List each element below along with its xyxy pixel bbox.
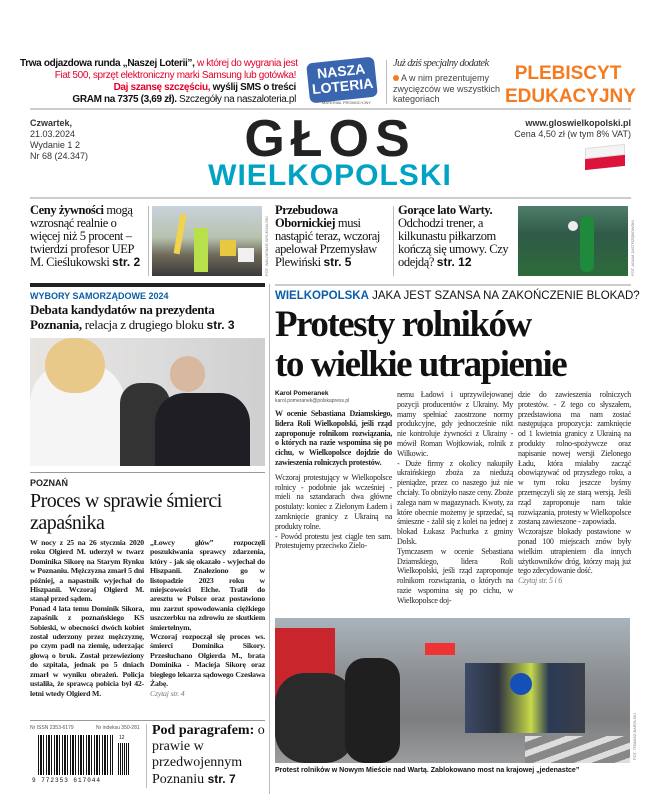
lottery-ad[interactable]: Trwa odjazdowa runda „Naszej Loterii”, w której do wygrania jest Fiat 500, sprzęt elektroniczny marki Samsung lub gotówka! Daj szansę szczęściu, wyślij SMS o treści GRAM na 7375 (3,69 zł). Szczegóły na naszaloteria.pl: [20, 58, 298, 105]
bullet-icon: [393, 75, 399, 81]
farmers-protest-photo: [275, 618, 630, 763]
supplement-intro: Już dziś specjalny dodatek: [393, 58, 489, 69]
issn: Nr ISSN 2353-6179: [30, 725, 74, 731]
teaser-warta[interactable]: Gorące lato Warty. Odchodzi trener, a kilkunastu piłkarzom kończą się umowy. Czy odejdą? str. 12: [398, 203, 509, 269]
nasza-loteria-logo: NASZA LOTERIA: [306, 57, 378, 104]
election-teaser[interactable]: Debata kandydatów na prezydenta Poznania, relacja z drugiego bloku str. 3: [30, 302, 235, 332]
polish-flag-icon: [585, 144, 625, 170]
barcode: [38, 735, 113, 775]
supplement-desc: A w nim prezentujemy zwycięzców we wszystkich kategoriach: [393, 73, 501, 104]
main-more-link[interactable]: Czytaj str. 5 i 6: [518, 576, 562, 586]
main-col-3: dzie do zawieszenia rolniczych protestów. - Z tego co słyszałem, przedstawiona ma nam zostać następująca propozycja: zamknięcie od 1 kwietnia granicy z Ukrainą na produkty rolno-spożywcze oraz napisanie nowej wersji Zielonego Ładu, która miałaby zacząć obowiązywać od przyszłego roku, a w tym roku jeszcze byśmy przemęczyli się ze starą wersją. Jeśli rząd zaproponuje nam takie rozwiązania, protesty w Wielkopolsce zostaną zawieszone - zapowiada. Wczorajsze blokady postawione w ponad 100 miejscach znów były wielkim utrapieniem dla innych użytkowników dróg, którzy mają już tego zdecydowanie dość.: [518, 390, 631, 576]
football-player-photo: [518, 206, 628, 276]
main-subhead: WIELKOPOLSKA JAKA JEST SZANSA NA ZAKOŃCZENIE BLOKAD?: [275, 290, 640, 302]
press-conference-photo: [152, 206, 262, 276]
author-email[interactable]: karol.pomeranek@polskapress.pl: [275, 398, 350, 404]
poznan-col-1: W nocy z 25 na 26 stycznia 2020 roku Olgierd M. uderzył w twarz Dominika Sikorę na Starym Rynku w Poznaniu. Mężczyzna zmarł 5 dni później, a napastnik wyjechał do Hiszpanii. Wczoraj Olgierd M. stanął przed sądem. Ponad 4 lata temu Dominik Sikora, zapaśnik z poznańskiego KS Sobieski, w obecności dwóch kobiet został uderzony przez mężczyznę, po czym padł na ziemię, uderzając głową o bruk. Został przewieziony do szpitala, jednak po 5 dniach zmarł w wyniku obrażeń. Policja ustaliła, że sprawcą pobicia był 42-letni wtedy Olgierd M.: [30, 538, 144, 698]
poznan-more-link[interactable]: Czytaj str. 4: [150, 688, 185, 698]
promo-note: MATERIAŁ PROMOCYJNY: [322, 100, 372, 105]
poznan-headline[interactable]: Proces w sprawie śmierci zapaśnika: [30, 490, 222, 534]
poznan-col-2: „Łowcy głów” rozpoczęli poszukiwania sprawcy zdarzenia, który - jak się okazało - wyjechał do Hiszpanii. Znaleziono go w listopadzie 2023 roku w miejscowości Elche. Trafił do aresztu w Polsce oraz postawiono mu zarzut spowodowania ciężkiego uszczerbku na zdrowiu ze skutkiem śmiertelnym. Wczoraj rozpoczął się proces ws. śmierci Dominika Sikory. Przesłuchano Olgierda M., brata Dominika - Macieja Sikorę oraz biegłego lekarza sądowego Czesława Żabę.: [150, 538, 265, 689]
divider: [30, 197, 631, 199]
photo-credit: FOT. WALDEMAR WYLEGALSKI: [264, 216, 269, 276]
teaser-obornicka[interactable]: Przebudowa Obornickiej musi nastąpić teraz, wczoraj apelował Przemysław Plewiński str. 5: [275, 203, 380, 269]
issue-info: Czwartek, 21.03.2024 Wydanie 1 2 Nr 68 (24.347): [30, 118, 89, 161]
photo-caption: Protest rolników w Nowym Mieście nad Wartą. Zablokowano most na krajowej „jedenastce”: [275, 767, 580, 774]
teaser-paragraf[interactable]: Pod paragrafem: o prawie w przedwojennym Poznaniu str. 7: [152, 723, 265, 787]
main-col-2: nemu Ładowi i uprzywilejowanej pozycji producentów z Ukrainy. My mamy spełniać zaostrzone normy produkcyjne, gdy jednocześnie nikt nie kontroluje żywności z Ukrainy - mówił Roman Wojtkowiak, rolnik z Wilkowic. - Duże firmy z okolicy nakupiły ukraińskiego zboża za niedużą pieniądze, przez co naszego już nie chciały. To obniżyło nasze ceny. Zboże zalega nam w magazynach. Kwoty, za które obecnie możemy je sprzedać, są śmieszne - żalił się z kolei na jednej z blokad Łukasz Pachurka z gminy Dolsk. Tymczasem w ocenie Sebastiana Dziamskiego, lidera Roli Wielkopolski, jeśli rząd zaproponuje rolnikom rozwiązania, o których na razie wspomina się po cichu, w Wielkopolsce doj-: [397, 390, 513, 605]
main-lead: W ocenie Sebastiana Dziamskiego, lidera Roli Wielkopolski, jeśli rząd zaproponuje rolnikom rozwiązania, o których na razie wspomina się po cichu, w Wielkopolsce dojdzie do zawieszenia rolniczych protestów.: [275, 409, 392, 467]
poznan-kicker: POZNAŃ: [30, 478, 68, 488]
masthead-subtitle: WIELKOPOLSKI: [208, 159, 452, 192]
election-kicker: WYBORY SAMORZĄDOWE 2024: [30, 291, 169, 301]
photo-credit: FOT. ADAM JASTRZĘBOWSKI: [630, 219, 635, 276]
masthead-title: GŁOS: [244, 110, 416, 168]
teaser-food-prices[interactable]: Ceny żywności mogą wzrosnąć realnie o więcej niż 5 procent – twierdzi profesor UEP M. Cieślukowski str. 2: [30, 203, 141, 269]
plebiscyt-title[interactable]: PLEBISCYT EDUKACYJNY: [505, 63, 636, 107]
candidates-photo: [30, 338, 265, 466]
divider: [386, 60, 387, 104]
main-col-1: Wczoraj protestujący w Wielkopolsce rolnicy - podobnie jak wcześniej - mieli na sztandarach dwa główne postulaty: koniec z Zielonym Ładem i zamknięcie granicy z Ukrainą na produkty rolne. - Powód protestu jest ciągle ten sam. Protestujemy przeciwko Zielo-: [275, 472, 392, 551]
barcode-digits: 9 772353 617044: [32, 777, 102, 784]
index-number: Nr indeksu 350-281: [96, 725, 140, 731]
photo-credit: FOT. TOMASZ BARYŁSKI: [632, 713, 637, 760]
price-info: www.gloswielkopolski.pl Cena 4,50 zł (w tym 8% VAT): [514, 118, 631, 139]
main-headline[interactable]: Protesty rolników to wielkie utrapienie: [275, 304, 567, 385]
website-link[interactable]: www.gloswielkopolski.pl: [525, 118, 631, 128]
author: Karol Pomeranek: [275, 390, 329, 397]
barcode-addon: [118, 743, 130, 775]
